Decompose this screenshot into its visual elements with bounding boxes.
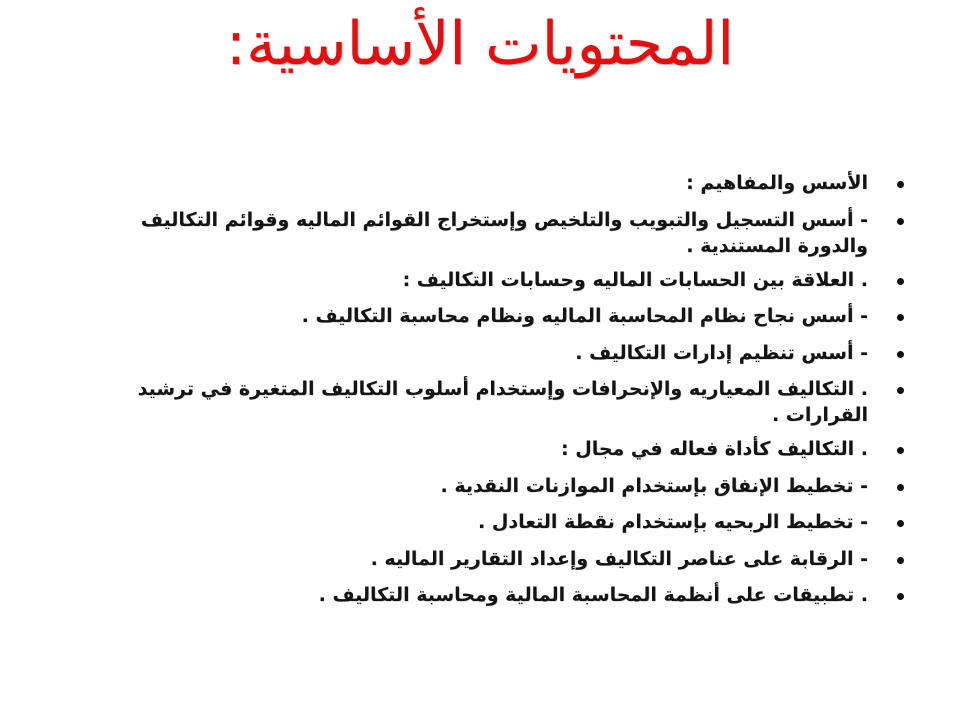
bullet-icon — [897, 314, 904, 321]
list-item — [110, 509, 910, 535]
list-item-text: - الرقابة على عناصر التكاليف وإعداد التقارير الماليه . — [370, 547, 868, 570]
list-item — [110, 170, 910, 196]
list-item — [110, 376, 910, 428]
bullet-icon — [897, 557, 904, 564]
list-item — [110, 546, 910, 572]
list-item-text: . تطبيقات على أنظمة المحاسبة المالية ومحاسبة التكاليف . — [318, 584, 868, 606]
list-item-text: الأسس والمفاهيم : — [686, 172, 868, 194]
list-item-text: - أسس نجاح نظام المحاسبة الماليه ونظام محاسبة التكاليف . — [301, 305, 868, 327]
list-item-text: . العلاقة بين الحسابات الماليه وحسابات التكاليف : — [402, 268, 868, 291]
bullet-icon — [897, 351, 904, 358]
list-item-text: - أسس التسجيل والتبويب والتلخيص وإستخراج القوائم الماليه وقوائم التكاليف والدورة المستندية . — [140, 208, 868, 257]
bullet-icon — [897, 593, 904, 600]
list-item-text: - تخطيط الربحيه بإستخدام نقطة التعادل . — [478, 511, 868, 533]
bullet-icon — [897, 520, 904, 527]
bullet-icon — [897, 447, 904, 454]
bullet-icon — [897, 387, 904, 394]
list-item — [110, 207, 910, 259]
list-item — [110, 303, 910, 329]
bullet-icon — [897, 181, 904, 188]
list-item — [110, 267, 910, 293]
list-item — [110, 473, 910, 499]
list-item — [110, 340, 910, 366]
bullet-icon — [897, 278, 904, 285]
list-item-text: . التكاليف كأداة فعاله في مجال : — [561, 438, 868, 460]
bullet-icon — [897, 484, 904, 491]
list-item — [110, 582, 910, 608]
bullet-list — [110, 170, 910, 619]
bullet-icon — [897, 218, 904, 225]
slide-title: المحتويات الأساسية: — [225, 9, 735, 79]
list-item-text: . التكاليف المعياريه والإنحرافات وإستخدام أسلوب التكاليف المتغيرة في ترشيد القرارات . — [137, 378, 868, 426]
list-item — [110, 436, 910, 462]
list-item-text: - تخطيط الإنفاق بإستخدام الموازنات النقدية . — [440, 474, 868, 497]
list-item-text: - أسس تنظيم إدارات التكاليف . — [575, 341, 868, 364]
